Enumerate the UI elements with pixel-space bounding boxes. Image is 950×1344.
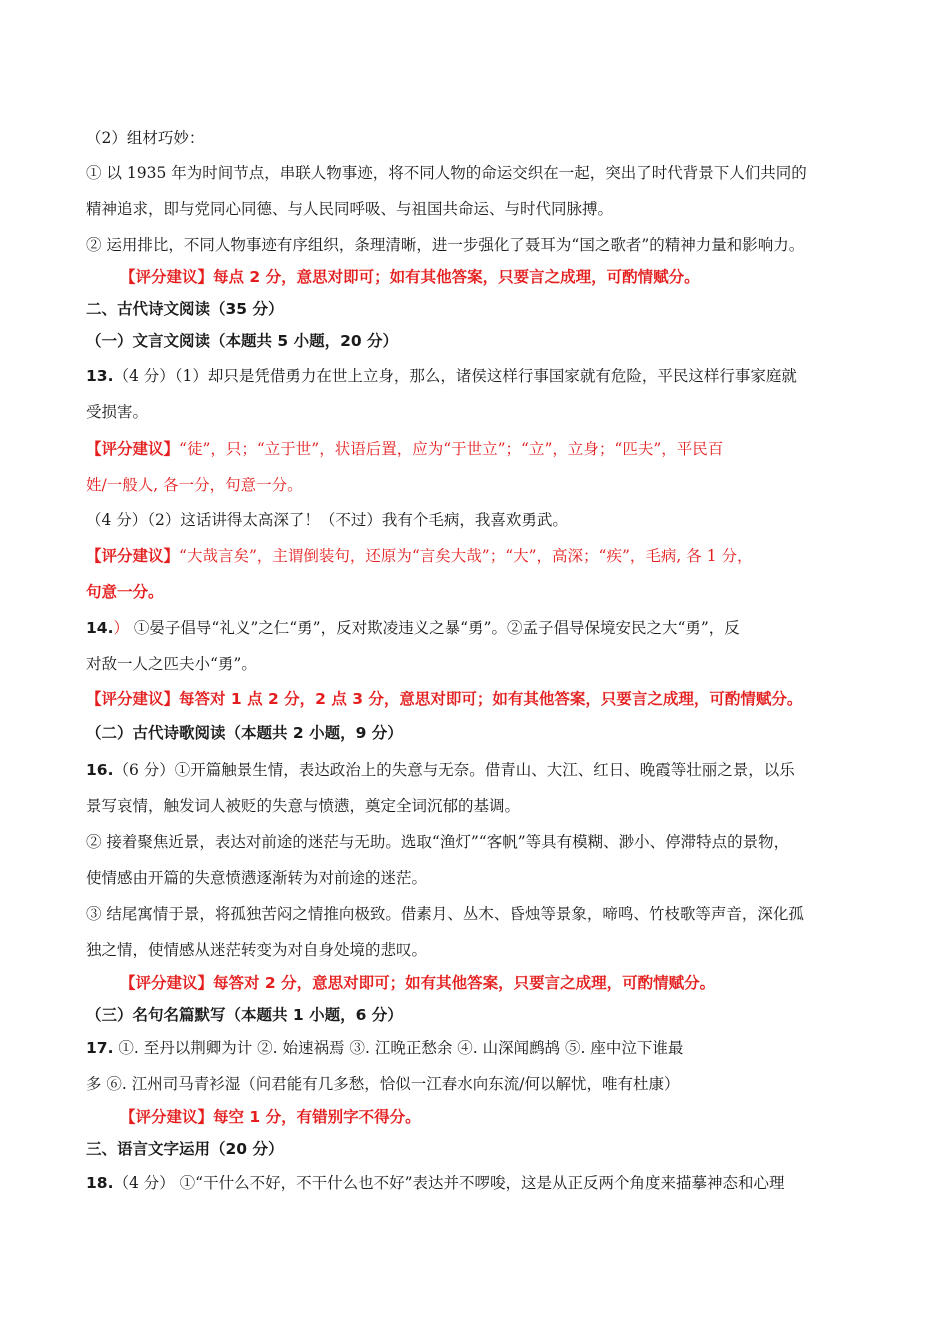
question-number: 14. [86,619,114,637]
question-number: 13. [86,367,114,385]
question-number: 16. [86,761,114,779]
text-line: 景写哀情，触发词人被贬的失意与愤懑，奠定全词沉郁的基调。 [86,797,521,815]
question-answer: 18.（4 分） ①“干什么不好，不干什么也不好”表达并不啰唆，这是从正反两个角度来描摹神态和心理 [86,1174,785,1192]
section-heading: 二、古代诗文阅读（35 分） [86,300,284,318]
subsection-heading: （二）古代诗歌阅读（本题共 2 小题，9 分） [86,724,403,742]
text-line: ① 以 1935 年为时间节点，串联人物事迹，将不同人物的命运交织在一起，突出了时代背景下人们共同的 [86,164,807,182]
text-line: （2）组材巧妙： [86,129,205,147]
scoring-note: 【评分建议】每答对 1 点 2 分，2 点 3 分，意思对即可；如有其他答案，只要言之成理，可酌情赋分。 [86,690,803,708]
text-line: （4 分）（2）这话讲得太高深了！（不过）我有个毛病，我喜欢勇武。 [86,511,568,529]
question-number: 18. [86,1174,114,1192]
text-line: 独之情，使情感从迷茫转变为对自身处境的悲叹。 [86,941,428,959]
question-answer: 14.） ①晏子倡导“礼义”之仁“勇”，反对欺凌违义之暴“勇”。②孟子倡导保境安民之大“勇”，反 [86,619,740,637]
scoring-note: 【评分建议】“徒”，只；“立于世”，状语后置，应为“于世立”；“立”，立身；“匹夫”，平民百 [86,440,724,458]
text-line: 对敌一人之匹夫小“勇”。 [86,655,257,673]
section-heading: 三、语言文字运用（20 分） [86,1140,284,1158]
text-line: ② 接着聚焦近景，表达对前途的迷茫与无助。选取“渔灯”“客帆”等具有模糊、渺小、停滞特点的景物， [86,833,790,851]
text-line: 使情感由开篇的失意愤懑逐渐转为对前途的迷茫。 [86,869,428,887]
scoring-note: 【评分建议】每答对 2 分，意思对即可；如有其他答案，只要言之成理，可酌情赋分。 [120,974,716,992]
text-line: 多 ⑥. 江州司马青衫湿（问君能有几多愁，恰似一江春水向东流/何以解忧，唯有杜康） [86,1075,680,1093]
question-number: 17. [86,1039,114,1057]
text-line: ③ 结尾寓情于景，将孤独苦闷之情推向极致。借素月、丛木、昏烛等景象，啼鸣、竹枝歌等声音，深化孤 [86,905,804,923]
scoring-note: 【评分建议】每点 2 分，意思对即可；如有其他答案，只要言之成理，可酌情赋分。 [120,268,700,286]
text-line: ② 运用排比，不同人物事迹有序组织，条理清晰，进一步强化了聂耳为“国之歌者”的精神力量和影响力。 [86,236,805,254]
text-line: 精神追求，即与党同心同德、与人民同呼吸、与祖国共命运、与时代同脉搏。 [86,200,614,218]
subsection-heading: （一）文言文阅读（本题共 5 小题，20 分） [86,332,399,350]
text-line: 受损害。 [86,403,149,421]
scoring-note: 句意一分。 [86,583,164,601]
scoring-note: 【评分建议】“大哉言矣”，主谓倒装句，还原为“言矣大哉”；“大”，高深；“疾”，毛病, 各 1 分， [86,547,753,565]
question-answer: 16.（6 分）①开篇触景生情，表达政治上的失意与无奈。借青山、大江、红日、晚霞等壮丽之景，以乐 [86,761,795,779]
question-answer: 13.（4 分）（1）却只是凭借勇力在世上立身，那么，诸侯这样行事国家就有危险，平民这样行事家庭就 [86,367,797,385]
scoring-note: 姓/一般人, 各一分，句意一分。 [86,476,303,494]
subsection-heading: （三）名句名篇默写（本题共 1 小题，6 分） [86,1006,403,1024]
scoring-note: 【评分建议】每空 1 分，有错别字不得分。 [120,1108,421,1126]
question-answer: 17. ①. 至丹以荆卿为计 ②. 始速祸焉 ③. 江晚正愁余 ④. 山深闻鹧鸪 ⑤. 座中泣下谁最 [86,1039,684,1057]
